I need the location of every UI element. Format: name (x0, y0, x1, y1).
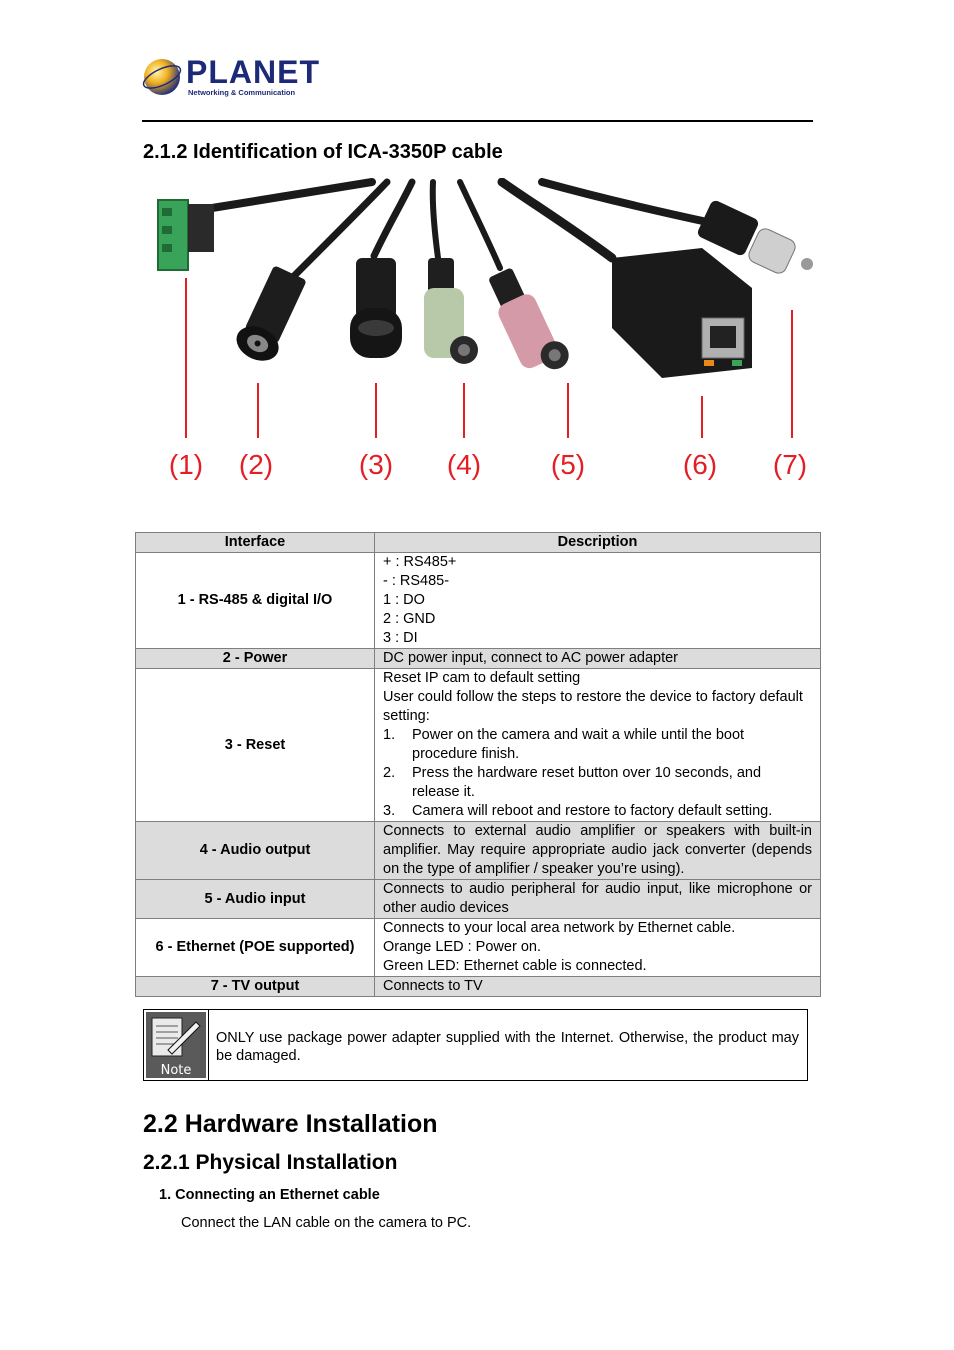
desc-line: Orange LED : Power on. (383, 939, 541, 955)
step-item (383, 764, 812, 802)
terminal-block-connector (158, 200, 214, 270)
interface-cell: 6 - Ethernet (POE supported) (136, 919, 375, 977)
desc-line: 2 : GND (383, 611, 436, 627)
interface-cell: 1 - RS-485 & digital I/O (136, 553, 375, 649)
interface-cell: 2 - Power (136, 649, 375, 669)
note-icon-label: Note (160, 1063, 192, 1078)
description-cell: Connects to TV (375, 977, 821, 997)
interface-cell: 7 - TV output (136, 977, 375, 997)
table-row (136, 822, 821, 880)
table-row (136, 880, 821, 919)
header-interface: Interface (136, 533, 375, 553)
callout-1: (1) (168, 449, 204, 480)
description-cell (375, 919, 821, 977)
step-item (383, 726, 812, 764)
power-jack-connector (231, 263, 311, 367)
section-title: 2.1.2 Identification of ICA-3350P cable (143, 141, 503, 163)
desc-line: 1 : DO (383, 592, 425, 608)
hardware-installation-heading: 2.2 Hardware Installation (143, 1110, 438, 1138)
table-row (136, 919, 821, 977)
step-text: Press the hardware reset button over 10 seconds, and release it. (412, 765, 762, 800)
note-icon-cell (144, 1010, 209, 1080)
callout-7: (7) (772, 449, 808, 480)
desc-line: - : RS485- (383, 573, 450, 589)
description-cell (375, 669, 821, 822)
table-row (136, 977, 821, 997)
desc-line: User could follow the steps to restore the device to factory default setting: (383, 689, 803, 724)
desc-line: Green LED: Ethernet cable is connected. (383, 958, 647, 974)
description-cell: DC power input, connect to AC power adapter (375, 649, 821, 669)
callout-3: (3) (358, 449, 394, 480)
step-number: 1. (383, 727, 396, 743)
ethernet-connector (612, 248, 752, 378)
description-cell: Connects to audio peripheral for audio input, like microphone or other audio devices (375, 880, 821, 919)
audio-output-jack (424, 258, 478, 364)
reset-connector (350, 258, 402, 358)
description-cell (375, 553, 821, 649)
table-row (136, 669, 821, 822)
step-text: Power on the camera and wait a while until the boot procedure finish. (412, 727, 745, 762)
interface-cell: 5 - Audio input (136, 880, 375, 919)
callout-2: (2) (238, 449, 274, 480)
table-row (136, 649, 821, 669)
step-text: Camera will reboot and restore to factory default setting. (412, 803, 773, 819)
desc-line: + : RS485+ (383, 554, 457, 570)
globe-icon (142, 55, 188, 101)
step-number: 3. (383, 803, 396, 819)
desc-line: Reset IP cam to default setting (383, 670, 581, 686)
interface-cell: 4 - Audio output (136, 822, 375, 880)
table-header-row (136, 533, 821, 553)
cable-photo (142, 178, 822, 490)
description-cell: Connects to external audio amplifier or speakers with built-in amplifier. May require appropriate audio jack converter (depends on the type of amplifier / speaker you’re using). (375, 822, 821, 880)
header-description: Description (375, 533, 821, 553)
audio-input-jack (482, 260, 573, 382)
step-number: 2. (383, 765, 396, 781)
step-heading: 1. Connecting an Ethernet cable (159, 1187, 380, 1203)
physical-installation-heading: 2.2.1 Physical Installation (143, 1151, 398, 1174)
note-box (143, 1009, 808, 1081)
interface-table (135, 532, 821, 997)
note-text: ONLY use package power adapter supplied with the Internet. Otherwise, the product may be damaged. (216, 1030, 799, 1064)
header-divider (142, 120, 813, 122)
callout-4: (4) (446, 449, 482, 480)
table-row (136, 553, 821, 649)
step-item (383, 802, 812, 821)
callout-6: (6) (682, 449, 718, 480)
step-body: Connect the LAN cable on the camera to PC. (181, 1215, 472, 1231)
desc-line: Connects to your local area network by Ethernet cable. (383, 920, 736, 936)
interface-cell: 3 - Reset (136, 669, 375, 822)
desc-line: 3 : DI (383, 630, 418, 646)
callout-5: (5) (550, 449, 586, 480)
logo-wordmark: PLANET (186, 54, 320, 90)
note-pencil-icon (146, 1012, 206, 1078)
logo-tagline: Networking & Communication (188, 88, 296, 97)
